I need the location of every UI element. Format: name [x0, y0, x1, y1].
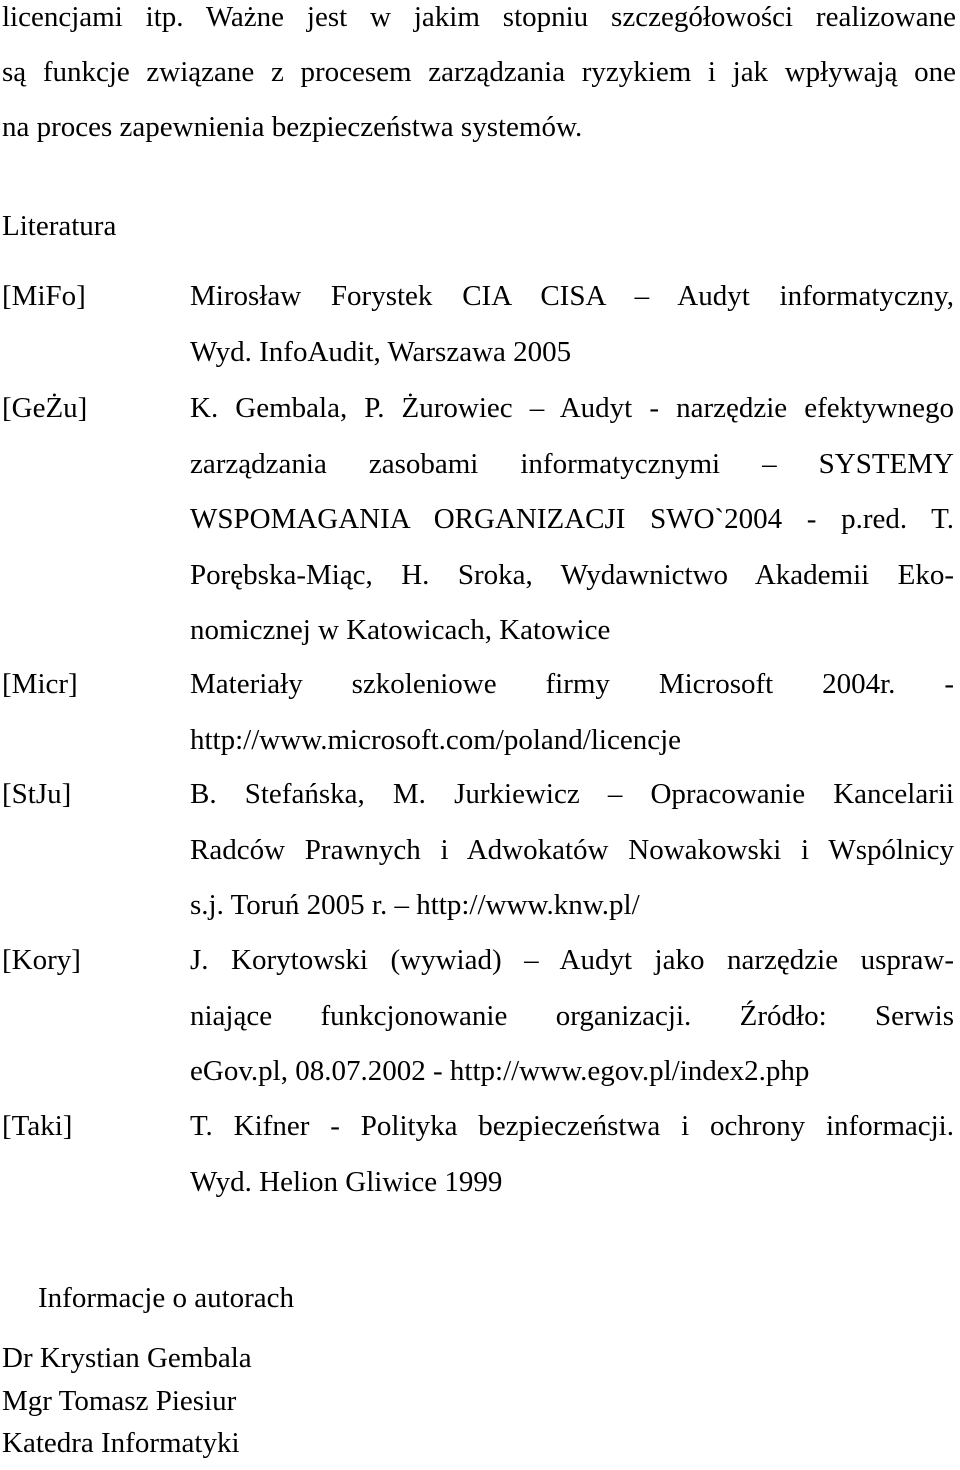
reference-line: s.j. Toruń 2005 r. – http://www.knw.pl/: [190, 889, 640, 921]
authors-heading: Informacje o autorach: [38, 1282, 295, 1314]
reference-text: [190, 942, 954, 1109]
reference-line: K. Gembala, P. Żurowiec – Audyt - narzędzie efektywnego: [190, 392, 954, 424]
reference-line: eGov.pl, 08.07.2002 - http://www.egov.pl/index2.php: [190, 1055, 810, 1087]
intro-line: są funkcje związane z procesem zarządzania ryzykiem i jak wpływają one: [2, 56, 956, 88]
intro-line: na proces zapewnienia bezpieczeństwa systemów.: [2, 111, 583, 143]
reference-line: J. Korytowski (wywiad) – Audyt jako narzędzie uspraw-: [190, 944, 954, 976]
literature-heading: Literatura: [2, 210, 117, 242]
reference-key: [Taki]: [2, 1110, 73, 1142]
reference-line: T. Kifner - Polityka bezpieczeństwa i ochrony informacji.: [190, 1110, 954, 1142]
reference-line: Mirosław Forystek CIA CISA – Audyt informatyczny,: [190, 280, 954, 312]
reference-line: Wyd. Helion Gliwice 1999: [190, 1165, 503, 1198]
intro-line: licencjami itp. Ważne jest w jakim stopniu szczegółowości realizowane: [2, 1, 956, 33]
reference-line: http://www.microsoft.com/poland/licencje: [190, 723, 682, 756]
reference-line: Porębska-Miąc, H. Sroka, Wydawnictwo Akademii Eko-: [190, 558, 954, 591]
reference-key: [GeŻu]: [2, 392, 88, 424]
reference-text: [190, 278, 954, 389]
reference-key: [MiFo]: [2, 280, 86, 312]
reference-line: nomicznej w Katowicach, Katowice: [190, 614, 611, 646]
authors-list: [2, 1342, 252, 1470]
reference-key: [Kory]: [2, 944, 81, 976]
reference-line: WSPOMAGANIA ORGANIZACJI SWO`2004 - p.red. T.: [190, 503, 954, 535]
intro-paragraph: [2, 0, 956, 165]
reference-line: niające funkcjonowanie organizacji. Źródło: Serwis: [190, 999, 954, 1032]
reference-text: [190, 776, 954, 943]
reference-line: zarządzania zasobami informatycznymi – SYSTEMY: [190, 447, 954, 480]
reference-text: [190, 390, 954, 668]
author-line: Katedra Informatyki: [2, 1427, 240, 1459]
author-line: Mgr Tomasz Piesiur: [2, 1384, 237, 1417]
author-line: Dr Krystian Gembala: [2, 1342, 252, 1374]
reference-text: [190, 666, 954, 777]
reference-text: [190, 1108, 954, 1219]
reference-key: [Micr]: [2, 668, 78, 700]
reference-line: Materiały szkoleniowe firmy Microsoft 2004r. -: [190, 668, 954, 700]
reference-line: B. Stefańska, M. Jurkiewicz – Opracowanie Kancelarii: [190, 778, 954, 810]
reference-line: Radców Prawnych i Adwokatów Nowakowski i Wspólnicy: [190, 833, 954, 866]
reference-line: Wyd. InfoAudit, Warszawa 2005: [190, 335, 572, 368]
reference-key: [StJu]: [2, 778, 72, 810]
